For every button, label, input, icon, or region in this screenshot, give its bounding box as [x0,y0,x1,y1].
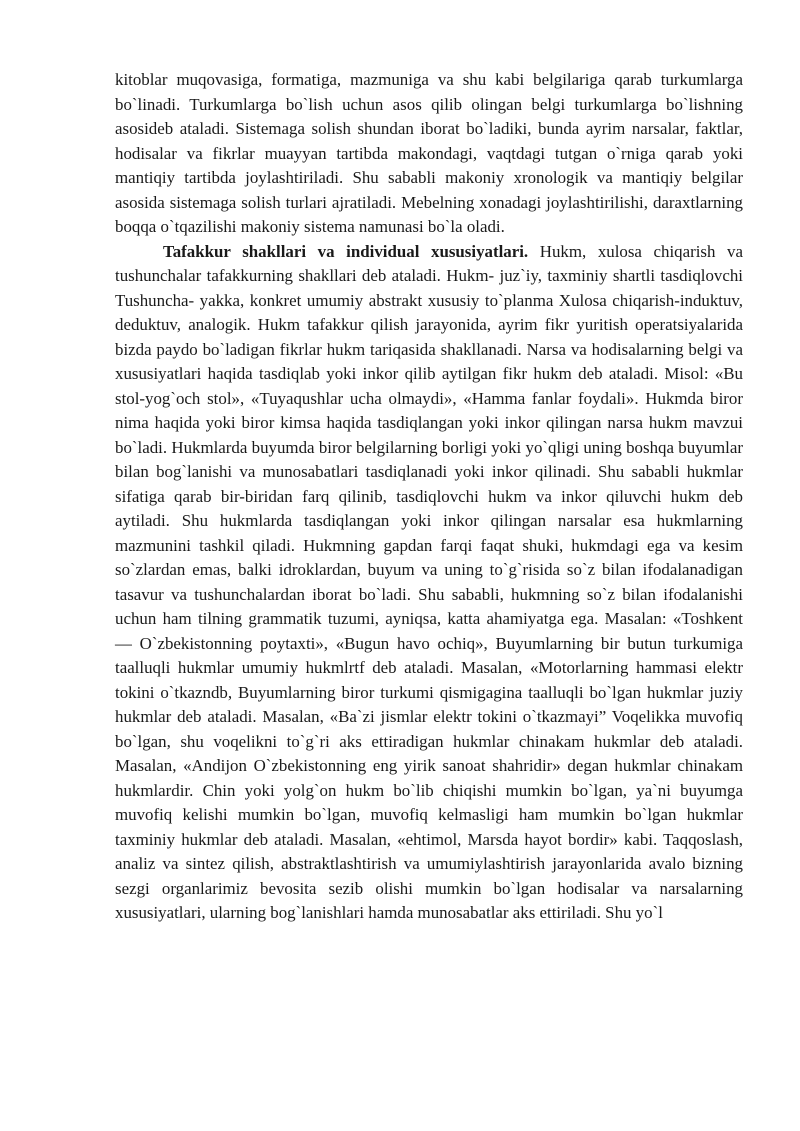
paragraph-body-text: Hukm, xulosa chiqarish va tushunchalar tafakkurning shakllari deb ataladi. Hukm- juz`iy, taxminiy shartli tasdiqlovchi Tushuncha- yakka, konkret umumiy abstrakt xususiy to`planma Xulosa chiqarish-induktuv, deduktuv, analogik. Hukm tafakkur qilish jarayonida, ayrim fikr yuritish operatsiyalarida bizda paydo bo`ladigan fikrlar hukm tariqasida shakllanadi. Narsa va hodisalarning belgi va xususiyatlari haqida tasdiqlab yoki inkor qilib aytilgan fikr hukm deb ataladi. Misol: «Bu stol-yog`och stol», «Tuyaqushlar ucha olmaydi», «Hamma fanlar foydali». Hukmda biror nima haqida yoki biror kimsa haqida tasdiqlangan yoki inkor qilingan narsa hukm mavzui bo`ladi. Hukmlarda buyumda biror belgilarning borligi yoki yo`qligi uning boshqa buyumlar bilan bog`lanishi va munosabatlari tasdiqlanadi yoki inkor qilinadi. Shu sababli hukmlar sifatiga qarab bir-biridan farq qilinib, tasdiqlovchi hukm va inkor qiluvchi hukm deb aytiladi. Shu hukmlarda tasdiqlangan yoki inkor qilingan narsalar esa hukmlarning mazmunini tashkil qiladi. Hukmning gapdan farqi faqat shuki, hukmdagi ega va kesim so`zlardan emas, balki idroklardan, buyum va uning to`g`risida so`z bilan ifodalanadigan tasavur va tushunchalardan iborat bo`ladi. Shu sababli, hukmning so`z bilan ifodalanishi uchun ham tilning grammatik tuzumi, ayniqsa, katta ahamiyatga ega. Masalan: «Toshkent — O`zbekistonning poytaxti», «Bugun havo ochiq», Buyumlarning bir butun turkumiga taalluqli hukmlar umumiy hukmlrtf deb ataladi. Masalan, «Motorlarning hammasi elektr tokini o`tkazndb, Buyumlarning biror turkumi qismigagina taalluqli bo`lgan hukmlar juziy hukmlar deb ataladi. Masalan, «Ba`zi jismlar elektr tokini o`tkazmayi” Voqelikka muvofiq bo`lgan, shu voqelikni to`g`ri aks ettiradigan hukmlar chinakam hukmlar deb ataladi. Masalan, «Andijon O`zbekistonning eng yirik sanoat shahridir» degan hukmlar chinakam hukmlardir. Chin yoki yolg`on hukm bo`lib chiqishi mumkin bo`lgan, ya`ni buyumga muvofiq kelishi mumkin bo`lgan, muvofiq kelmasligi ham mumkin bo`lgan hukmlar taxminiy hukmlar deb ataladi. Masalan, «ehtimol, Marsda hayot bordir» kabi. Taqqoslash, analiz va sintez qilish, abstraktlashtirish va umumiylashtirish jarayonlarida avalo bizning sezgi organlarimiz bevosita sezib olishi mumkin bo`lgan hodisalar va narsalarning xususiyatlari, ularning bog`lanishlari hamda munosabatlar aks ettiriladi. Shu yo`l [115,241,743,922]
paragraph-thinking-forms [115,240,743,926]
paragraph-continued: kitoblar muqovasiga, formatiga, mazmuniga va shu kabi belgilariga qarab turkumlarga bo`linadi. Turkumlarga bo`lish uchun asos qilib olingan belgi turkumlarga bo`lishning asosideb ataladi. Sistemaga solish shundan iborat bo`ladiki, bunda ayrim narsalar, faktlar, hodisalar va fikrlar muayyan tartibda makondagi, vaqtdagi tutgan o`rniga qarab yoki mantiqiy tartibda joylashtiriladi. Shu sababli makoniy xronologik va mantiqiy belgilar asosida sistemaga solish turlari ajratiladi. Mebelning xonadagi joylashtirilishi, daraxtlarning boqqa o`tqazilishi makoniy sistema namunasi bo`la oladi. [115,70,743,236]
section-heading-inline: Tafakkur shakllari va individual xususiyatlari. [163,241,529,261]
document-body [115,68,743,926]
